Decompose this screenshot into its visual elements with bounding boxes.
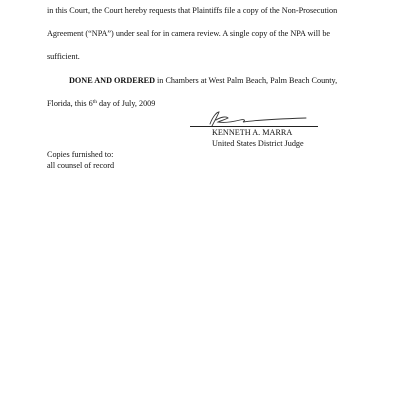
body-text-line-2: Agreement (“NPA”) under seal for in camera review. A single copy of the NPA will be bbox=[47, 29, 331, 38]
date-rest: day of July, 2009 bbox=[97, 99, 156, 108]
order-date-line bbox=[47, 99, 155, 109]
signature-line bbox=[190, 126, 318, 127]
date-prefix: Florida, this 6 bbox=[47, 99, 93, 108]
judge-title: United States District Judge bbox=[212, 139, 304, 148]
body-text-line-3: sufficient. bbox=[47, 52, 80, 61]
order-heading: DONE AND ORDERED bbox=[69, 76, 155, 85]
judge-name: KENNETH A. MARRA bbox=[212, 128, 293, 137]
order-line bbox=[69, 76, 337, 86]
date-ordinal: th bbox=[92, 99, 97, 105]
body-text-line-1: in this Court, the Court hereby requests that Plaintiffs file a copy of the Non-Prosecution bbox=[47, 6, 338, 15]
copies-label: Copies furnished to: bbox=[47, 150, 114, 159]
order-location: in Chambers at West Palm Beach, Palm Beach County, bbox=[154, 76, 338, 85]
copies-recipients: all counsel of record bbox=[47, 161, 115, 170]
